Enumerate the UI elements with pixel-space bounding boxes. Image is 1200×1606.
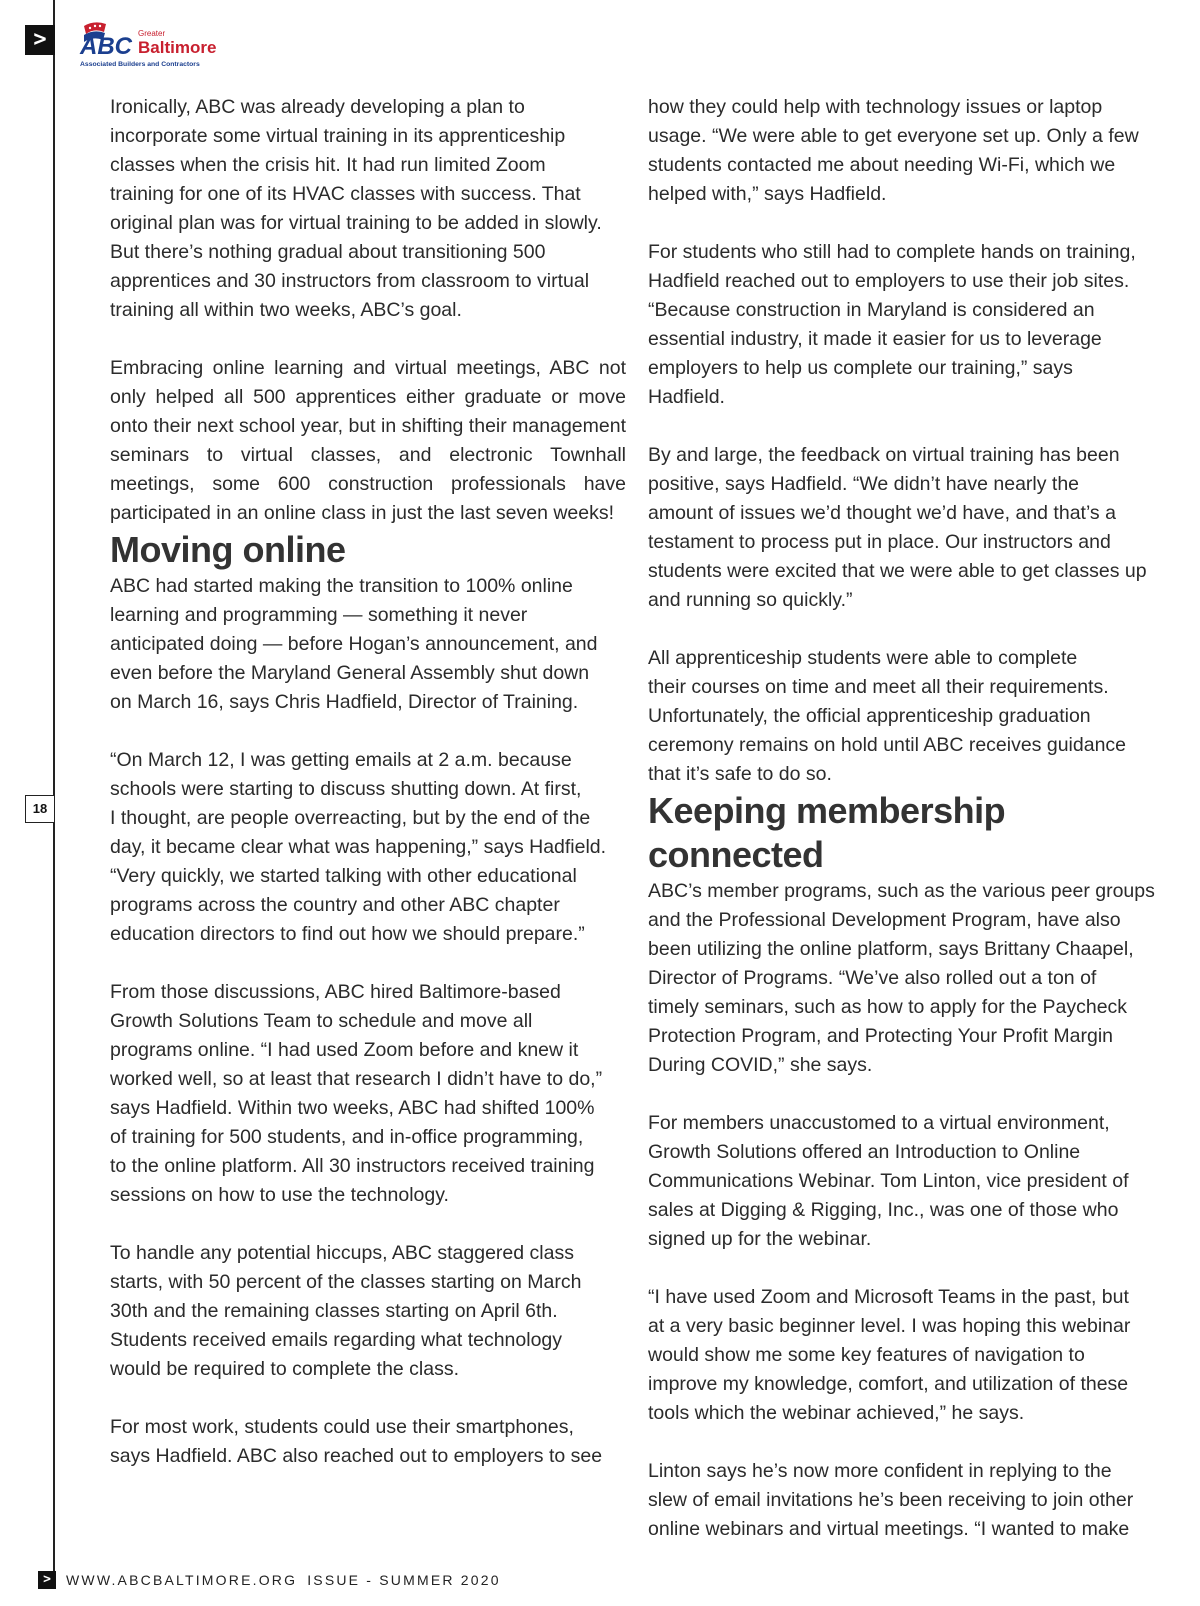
paragraph: To handle any potential hiccups, ABC staggered class starts, with 50 percent of the classes starting on March 30th and the remaining classes starting on April 6th. Students received emails regarding what technology would be required to complete the class. [110,1242,582,1380]
chevron-right-icon: > [38,1571,56,1589]
page-footer [38,1570,501,1590]
left-column [110,93,626,1471]
logo-greater-text: Greater [138,29,166,38]
paragraph: “On March 12, I was getting emails at 2 a.m. because schools were starting to discuss shutting down. At first, I thought, are people overreacting, but by the end of the day, it became clear what was happening,” says Hadfield. “Very quickly, we started talking with other educational programs across the country and other ABC chapter education directors to find out how we should prepare.” [110,749,607,945]
paragraph: All apprenticeship students were able to complete their courses on time and meet all their requirements. Unfortunately, the official apprenticeship graduation ceremony remains on hold until ABC receives guidance that it’s safe to do so. [648,647,1127,785]
logo-abc-text: ABC [80,33,132,60]
right-column [648,93,1166,1544]
chevron-right-icon: > [25,25,55,55]
footer-website-link[interactable]: WWW.ABCBALTIMORE.ORG [66,1572,298,1588]
paragraph: By and large, the feedback on virtual training has been positive, says Hadfield. “We didn’t have nearly the amount of issues we’d thought we’d have, and that’s a testament to process put in place. Our instructors and students were excited that we were able to get classes up and running so quickly.” [648,444,1147,611]
paragraph: “I have used Zoom and Microsoft Teams in the past, but at a very basic beginner level. I was hoping this webinar would show me some key features of navigation to improve my knowledge, comfort, and utilization of these tools which the webinar achieved,” he says. [648,1286,1131,1424]
paragraph: Ironically, ABC was already developing a plan to incorporate some virtual training in its apprenticeship classes when the crisis hit. It had run limited Zoom training for one of its HVAC classes with success. That original plan was for virtual training to be added in slowly. But there’s nothing gradual about transitioning 500 apprentices and 30 instructors from classroom to virtual training all within two weeks, ABC’s goal. [110,96,602,321]
page-number: 18 [25,795,55,823]
paragraph: For most work, students could use their smartphones, says Hadfield. ABC also reached out to employers to see [110,1416,603,1467]
section-heading-keeping-membership-connected: Keeping membership connected [648,790,1006,875]
left-margin-rule [53,0,55,1580]
paragraph: For students who still had to complete hands on training, Hadfield reached out to employers to use their job sites. “Because construction in Maryland is considered an essential industry, it made it easier for us to leverage employers to help us complete our training,” says Hadfield. [648,241,1136,408]
logo-tagline-text: Associated Builders and Contractors [80,61,200,68]
paragraph: From those discussions, ABC hired Baltimore-based Growth Solutions Team to schedule and move all programs online. “I had used Zoom before and knew it worked well, so at least that research I didn’t have to do,” says Hadfield. Within two weeks, ABC had shifted 100% of training for 500 students, and in-office programming, to the online platform. All 30 instructors received training sessions on how to use the technology. [110,981,603,1206]
logo-city-text: Baltimore [138,38,217,57]
section-heading-moving-online: Moving online [110,529,346,570]
abc-baltimore-logo [72,18,242,74]
paragraph: how they could help with technology issues or laptop usage. “We were able to get everyone set up. Only a few students contacted me about needing Wi-Fi, which we helped with,” says Hadfield. [648,96,1139,205]
paragraph: ABC had started making the transition to 100% online learning and programming — something it never anticipated doing — before Hogan’s announcement, and even before the Maryland General Assembly shut down on March 16, says Chris Hadfield, Director of Training. [110,575,598,713]
paragraph: ABC’s member programs, such as the various peer groups and the Professional Development Program, have also been utilizing the online platform, says Brittany Chaapel, Director of Programs. “We’ve also rolled out a ton of timely seminars, such as how to apply for the Paycheck Protection Program, and Protecting Your Profit Margin During COVID,” she says. [648,880,1155,1076]
paragraph: For members unaccustomed to a virtual environment, Growth Solutions offered an Introduction to Online Communications Webinar. Tom Linton, vice president of sales at Digging & Rigging, Inc., was one of those who signed up for the webinar. [648,1112,1129,1250]
paragraph: Embracing online learning and virtual meetings, ABC not only helped all 500 apprentices either graduate or move onto their next school year, but in shifting their management seminars to virtual classes, and electronic Townhall meetings, some 600 construction professionals have participated in an online class in just the last seven weeks! [110,357,626,524]
paragraph: Linton says he’s now more confident in replying to the slew of email invitations he’s been receiving to join other online webinars and virtual meetings. “I wanted to make [648,1460,1134,1540]
footer-issue-label: ISSUE - SUMMER 2020 [307,1572,501,1588]
